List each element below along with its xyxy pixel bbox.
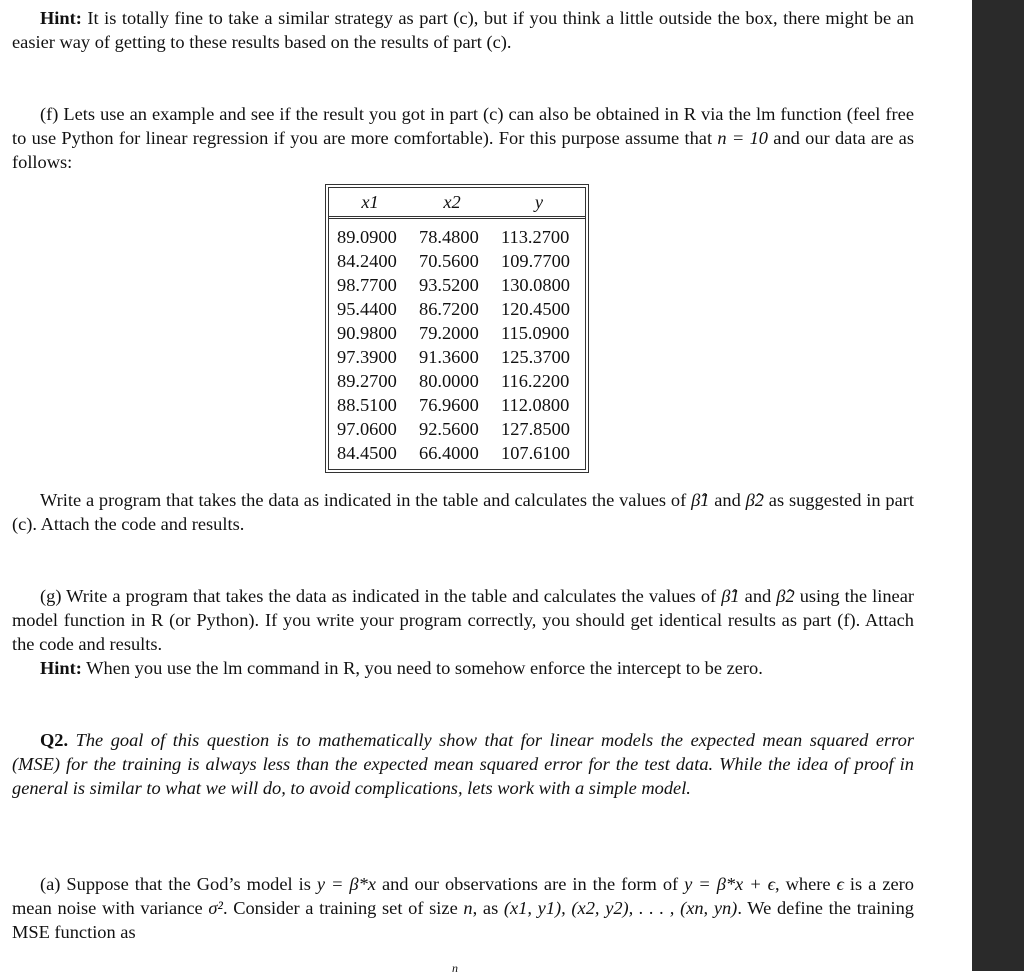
table-cell: 78.4800 — [419, 226, 479, 247]
table-cell: 79.2000 — [419, 322, 479, 343]
table-cell: 89.2700 — [337, 370, 397, 391]
program-f-text-a: Write a program that takes the data as indicated in the table and calculates the values of — [40, 490, 692, 510]
part-g-text-c: using the linear model function in R (or Python). If you write your program correctly, you should get identical results as part (f). Attach the code and results. — [12, 586, 914, 654]
table-cell: 98.7700 — [337, 274, 397, 295]
table-cell: 127.8500 — [501, 418, 570, 439]
cutoff-formula-glyph: n — [452, 961, 458, 975]
part-a-text-e: . Consider a training set of size — [222, 898, 464, 918]
part-a-text-b: and our observations are in the form of — [375, 874, 685, 894]
data-table — [329, 188, 585, 469]
table-cell: 70.5600 — [419, 250, 479, 271]
table-row — [329, 441, 585, 469]
table-cell: 95.4400 — [337, 298, 397, 319]
table-cell: 130.0800 — [501, 274, 570, 295]
part-g-paragraph — [12, 584, 914, 680]
q2-text: The goal of this question is to mathematically show that for linear models the expected mean squared error (MSE) for the training is always less than the expected mean squared error for the test data. While the idea of proof in general is similar to what we will do, to avoid complications, lets work with a simple model. — [12, 730, 914, 798]
hint-text: When you use the lm command in R, you need to somehow enforce the intercept to be zero. — [81, 658, 763, 678]
hint-label: Hint: — [40, 658, 82, 678]
part-f-text: (f) Lets use an example and see if the result you got in part (c) can also be obtained in R via the lm function (feel free to use Python for linear regression if you are more comfortable). For this purpose assume that — [12, 104, 914, 148]
table-row — [329, 321, 585, 345]
table-cell: 116.2200 — [501, 370, 570, 391]
table-row — [329, 249, 585, 273]
table-body — [329, 218, 585, 470]
table-cell: 84.2400 — [337, 250, 397, 271]
table-row — [329, 393, 585, 417]
table-row — [329, 369, 585, 393]
table-cell: 113.2700 — [501, 226, 570, 247]
beta2-symbol: β̂2 — [745, 490, 764, 510]
program-f-text-c: as suggested in part (c). Attach the code and results. — [12, 490, 915, 534]
beta2-symbol: β̂2 — [776, 586, 795, 606]
part-a-text-a: (a) Suppose that the God’s model is — [40, 874, 317, 894]
q2-label: Q2. — [40, 730, 69, 750]
part-a-math-c: ϵ — [836, 874, 844, 894]
table-header-x2: x2 — [411, 188, 493, 218]
hint-paragraph-1 — [12, 6, 914, 54]
table-cell: 109.7700 — [501, 250, 570, 271]
table-cell: 97.0600 — [337, 418, 397, 439]
table-cell: 91.3600 — [419, 346, 479, 367]
program-f-text-b: and — [709, 490, 746, 510]
table-row — [329, 297, 585, 321]
table-cell: 115.0900 — [501, 322, 570, 343]
beta1-symbol: β̂1 — [691, 490, 710, 510]
table-row — [329, 218, 585, 250]
table-cell: 120.4500 — [501, 298, 570, 319]
table-cell: 88.5100 — [337, 394, 397, 415]
table-cell: 90.9800 — [337, 322, 397, 343]
hint-label: Hint: — [40, 8, 82, 28]
part-a-text-g: . We define the training MSE function as — [12, 898, 914, 942]
part-a-text-c: , where — [775, 874, 837, 894]
viewer-side-panel — [972, 0, 1024, 971]
table-cell: 86.7200 — [419, 298, 479, 319]
table-cell: 76.9600 — [419, 394, 479, 415]
table-cell: 125.3700 — [501, 346, 570, 367]
part-g-text-a: (g) Write a program that takes the data as indicated in the table and calculates the values of — [40, 586, 722, 606]
hint-text: It is totally fine to take a similar strategy as part (c), but if you think a little outside the box, there might be an easier way of getting to these results based on the results of part (c). — [12, 8, 914, 52]
table-cell: 84.4500 — [337, 442, 397, 463]
table-cell: 92.5600 — [419, 418, 479, 439]
part-f-paragraph — [12, 102, 914, 174]
part-a-text-f: , as — [472, 898, 504, 918]
part-a-text-d: is a zero mean noise with variance — [12, 874, 914, 918]
table-header-y: y — [493, 188, 585, 218]
part-a-paragraph — [12, 872, 914, 944]
table-cell: 112.0800 — [501, 394, 570, 415]
data-table-frame — [325, 184, 589, 473]
table-cell: 107.6100 — [501, 442, 570, 463]
part-f-math: n = 10 — [717, 128, 768, 148]
table-row — [329, 417, 585, 441]
table-row — [329, 345, 585, 369]
part-a-math-a: y = β*x — [316, 874, 376, 894]
part-g-text-b: and — [739, 586, 777, 606]
table-row — [329, 273, 585, 297]
part-a-math-b: y = β*x + ϵ — [684, 874, 776, 894]
table-cell: 97.3900 — [337, 346, 397, 367]
part-a-math-e: n — [463, 898, 473, 918]
table-header-x1: x1 — [329, 188, 411, 218]
part-a-math-d: σ² — [208, 898, 223, 918]
table-cell: 80.0000 — [419, 370, 479, 391]
part-a-math-f: (x1, y1), (x2, y2), . . . , (xn, yn) — [503, 898, 738, 918]
part-f-text-end: and our data are as follows: — [12, 128, 914, 172]
q2-paragraph — [12, 728, 914, 800]
program-f-paragraph — [12, 488, 914, 536]
table-cell: 89.0900 — [337, 226, 397, 247]
beta1-symbol: β̂1 — [721, 586, 740, 606]
table-cell: 93.5200 — [419, 274, 479, 295]
table-cell: 66.4000 — [419, 442, 479, 463]
